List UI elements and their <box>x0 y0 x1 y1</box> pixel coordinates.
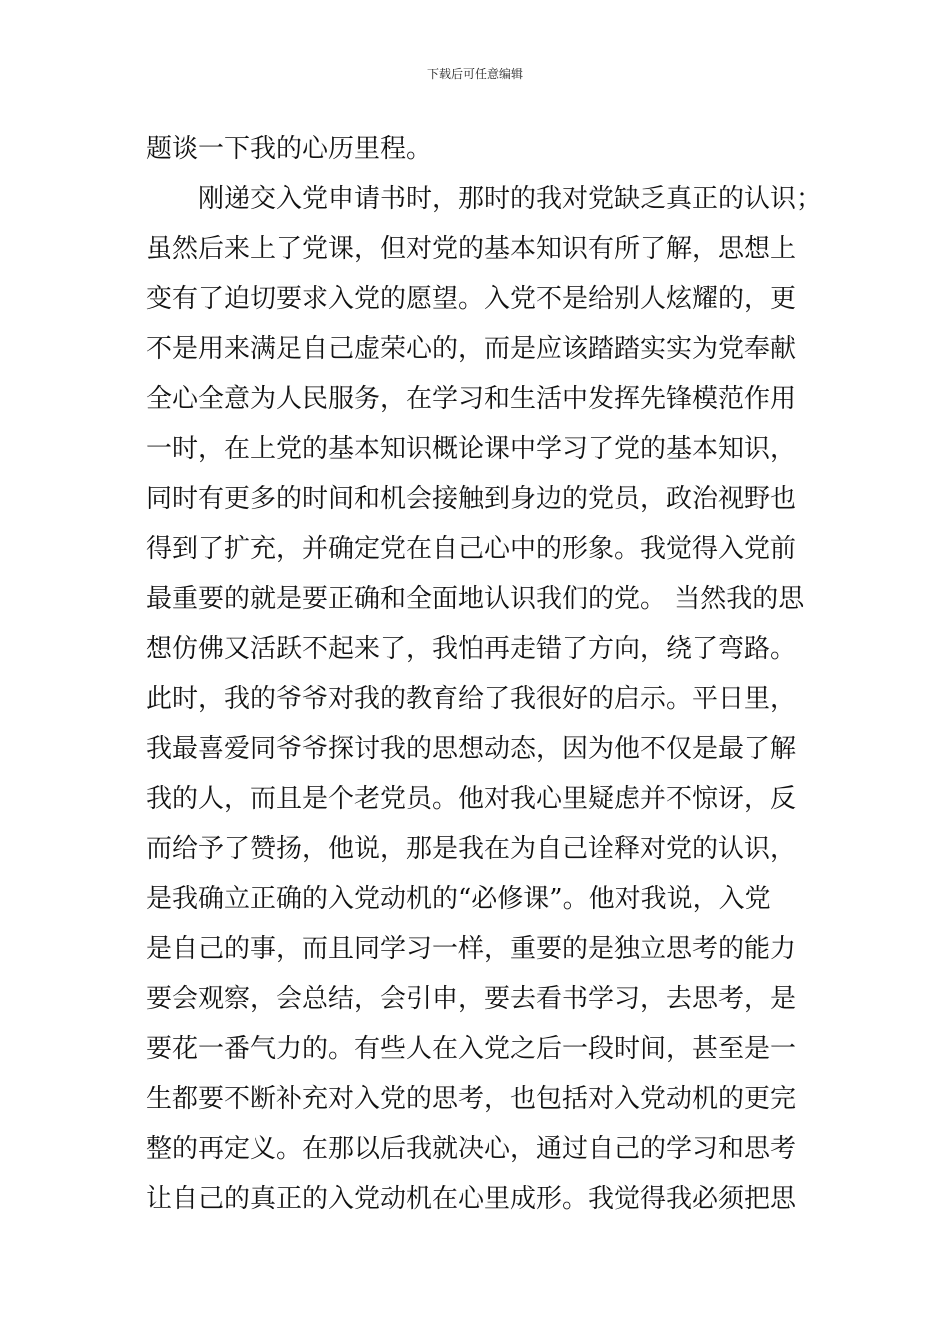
text-line: 不是用来满足自己虚荣心的，而是应该踏踏实实为党奉献 <box>146 334 797 364</box>
document-body <box>146 124 823 1224</box>
text-line: 此时，我的爷爷对我的教育给了我很好的启示。平日里， <box>146 684 797 714</box>
text-line: 是自己的事，而且同学习一样，重要的是独立思考的能力 <box>146 934 797 964</box>
text-line: 得到了扩充，并确定党在自己心中的形象。我觉得入党前 <box>146 534 797 564</box>
text-line: 同时有更多的时间和机会接触到身边的党员，政治视野也 <box>146 484 797 514</box>
text-line: 是我确立正确的入党动机的“必修课”。他对我说，入党 <box>146 884 771 914</box>
text-line: 刚递交入党申请书时，那时的我对党缺乏真正的认识； <box>146 184 823 214</box>
text-line: 要花一番气力的。有些人在入党之后一段时间，甚至是一 <box>146 1034 797 1064</box>
text-line: 让自己的真正的入党动机在心里成形。我觉得我必须把思 <box>146 1184 797 1214</box>
text-line: 最重要的就是要正确和全面地认识我们的党。 当然我的思 <box>146 584 805 614</box>
text-line: 要会观察，会总结，会引申，要去看书学习，去思考，是 <box>146 984 797 1014</box>
text-line: 一时，在上党的基本知识概论课中学习了党的基本知识， <box>146 434 797 464</box>
text-line: 生都要不断补充对入党的思考，也包括对入党动机的更完 <box>146 1084 797 1114</box>
text-line: 而给予了赞扬，他说，那是我在为自己诠释对党的认识， <box>146 834 797 864</box>
text-line: 题谈一下我的心历里程。 <box>146 134 433 164</box>
page-header: 下载后可任意编辑 <box>426 67 523 81</box>
text-line: 我最喜爱同爷爷探讨我的思想动态，因为他不仅是最了解 <box>146 734 797 764</box>
text-line: 我的人，而且是个老党员。他对我心里疑虑并不惊讶，反 <box>146 784 797 814</box>
text-line: 整的再定义。在那以后我就决心，通过自己的学习和思考 <box>146 1134 797 1164</box>
text-line: 变有了迫切要求入党的愿望。入党不是给别人炫耀的，更 <box>146 284 797 314</box>
text-line: 虽然后来上了党课，但对党的基本知识有所了解，思想上 <box>146 234 797 264</box>
text-line: 全心全意为人民服务，在学习和生活中发挥先锋模范作用 <box>146 384 797 414</box>
text-line: 想仿佛又活跃不起来了，我怕再走错了方向，绕了弯路。 <box>146 634 797 664</box>
